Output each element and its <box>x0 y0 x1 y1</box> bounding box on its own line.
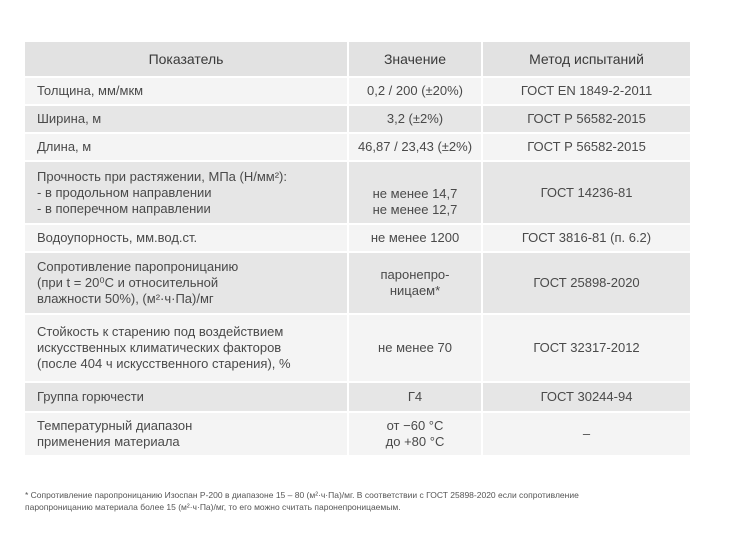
table-header-row <box>25 42 690 78</box>
table-row <box>25 383 690 413</box>
row-method: ГОСТ Р 56582-2015 <box>483 106 690 134</box>
row-parameter: Сопротивление паропроницанию (при t = 20⁰С и относительной влажности 50%), (м²·ч·Па)/мг <box>25 253 349 315</box>
row-value: 3,2 (±2%) <box>349 106 483 134</box>
row-value: не менее 14,7 не менее 12,7 <box>349 162 483 225</box>
row-parameter: Прочность при растяжении, МПа (Н/мм²): - в продольном направлении - в поперечном направлении <box>25 162 349 225</box>
footnote: * Сопротивление паропроницанию Изоспан Р-200 в диапазоне 15 – 80 (м²·ч·Па)/мг. В соответствии с ГОСТ 25898-2020 если сопротивление паропроницанию материала более 15 (м²·ч·Па)/мг, то его можно считать паронепроницаемым. <box>25 490 579 512</box>
header-value: Значение <box>349 42 483 78</box>
row-value: 0,2 / 200 (±20%) <box>349 78 483 106</box>
row-parameter: Длина, м <box>25 134 349 162</box>
table-row <box>25 162 690 225</box>
properties-table <box>25 42 690 457</box>
row-method: ГОСТ 32317-2012 <box>483 315 690 383</box>
row-value: от −60 °С до +80 °С <box>349 413 483 457</box>
table-row <box>25 134 690 162</box>
table-row <box>25 225 690 253</box>
table-row <box>25 413 690 457</box>
row-method: ГОСТ EN 1849-2-2011 <box>483 78 690 106</box>
row-value: не менее 70 <box>349 315 483 383</box>
row-parameter: Водоупорность, мм.вод.ст. <box>25 225 349 253</box>
row-value: 46,87 / 23,43 (±2%) <box>349 134 483 162</box>
table-row <box>25 106 690 134</box>
row-parameter: Толщина, мм/мкм <box>25 78 349 106</box>
table-row <box>25 253 690 315</box>
row-parameter: Температурный диапазон применения материала <box>25 413 349 457</box>
row-parameter: Ширина, м <box>25 106 349 134</box>
row-value: не менее 1200 <box>349 225 483 253</box>
header-parameter: Показатель <box>25 42 349 78</box>
row-method: ГОСТ Р 56582-2015 <box>483 134 690 162</box>
row-method: ГОСТ 14236-81 <box>483 162 690 225</box>
row-method: – <box>483 413 690 457</box>
row-value: Г4 <box>349 383 483 413</box>
row-method: ГОСТ 25898-2020 <box>483 253 690 315</box>
row-parameter: Группа горючести <box>25 383 349 413</box>
row-parameter: Стойкость к старению под воздействием искусственных климатических факторов (после 404 ч искусственного старения), % <box>25 315 349 383</box>
table-row <box>25 78 690 106</box>
row-value: паронепро- ницаем* <box>349 253 483 315</box>
row-method: ГОСТ 3816-81 (п. 6.2) <box>483 225 690 253</box>
row-method: ГОСТ 30244-94 <box>483 383 690 413</box>
header-method: Метод испытаний <box>483 42 690 78</box>
table-row <box>25 315 690 383</box>
